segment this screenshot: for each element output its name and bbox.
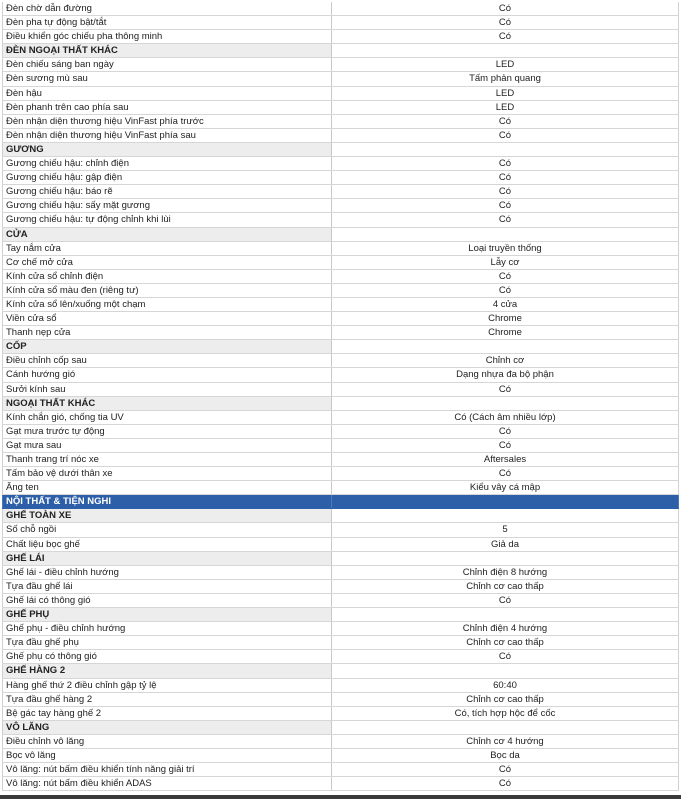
section-title: ĐÈN NGOẠI THẤT KHÁC — [2, 44, 332, 57]
section-header-row — [2, 397, 679, 411]
feature-value: Chỉnh cơ cao thấp — [332, 693, 679, 706]
feature-value — [332, 664, 679, 677]
feature-label: Tấm bảo vệ dưới thân xe — [2, 467, 332, 480]
table-row — [2, 622, 679, 636]
feature-value: Loại truyền thống — [332, 242, 679, 255]
feature-label: Điều chỉnh vô lăng — [2, 735, 332, 748]
feature-label: Bệ gác tay hàng ghế 2 — [2, 707, 332, 720]
feature-value: Có — [332, 30, 679, 43]
feature-value: Có — [332, 213, 679, 226]
table-row — [2, 467, 679, 481]
table-row — [2, 30, 679, 44]
feature-value — [332, 495, 679, 508]
feature-label: Vô lăng: nút bấm điều khiển ADAS — [2, 777, 332, 790]
table-row — [2, 763, 679, 777]
feature-value: Có — [332, 650, 679, 663]
feature-value: Có — [332, 467, 679, 480]
feature-value: Có — [332, 115, 679, 128]
section-header-row — [2, 664, 679, 678]
feature-value: Aftersales — [332, 453, 679, 466]
feature-value — [332, 509, 679, 522]
section-header-row — [2, 721, 679, 735]
section-title: CỐP — [2, 340, 332, 353]
feature-label: Tựa đầu ghế hàng 2 — [2, 693, 332, 706]
table-row — [2, 171, 679, 185]
feature-label: Sưởi kính sau — [2, 383, 332, 396]
feature-value: Chỉnh điện 8 hướng — [332, 566, 679, 579]
table-row — [2, 777, 679, 791]
feature-value: Chrome — [332, 312, 679, 325]
feature-value: Có — [332, 270, 679, 283]
feature-label: Ghế phụ có thông gió — [2, 650, 332, 663]
feature-value: LED — [332, 87, 679, 100]
table-row — [2, 749, 679, 763]
table-row — [2, 425, 679, 439]
section-header-row — [2, 228, 679, 242]
table-row — [2, 87, 679, 101]
feature-label: Viền cửa sổ — [2, 312, 332, 325]
table-row — [2, 101, 679, 115]
feature-label: Ghế phụ - điều chỉnh hướng — [2, 622, 332, 635]
spec-table — [2, 2, 679, 791]
feature-label: Kính chắn gió, chống tia UV — [2, 411, 332, 424]
table-row — [2, 411, 679, 425]
table-row — [2, 2, 679, 16]
feature-label: Đèn nhận diện thương hiệu VinFast phía sau — [2, 129, 332, 142]
feature-label: Bọc vô lăng — [2, 749, 332, 762]
feature-value: Có — [332, 763, 679, 776]
feature-label: Đèn chờ dẫn đường — [2, 2, 332, 15]
feature-value — [332, 608, 679, 621]
feature-label: Cánh hướng gió — [2, 368, 332, 381]
feature-value: LED — [332, 58, 679, 71]
feature-label: Đèn chiếu sáng ban ngày — [2, 58, 332, 71]
feature-value: 4 cửa — [332, 298, 679, 311]
table-row — [2, 16, 679, 30]
feature-value: Chỉnh điện 4 hướng — [332, 622, 679, 635]
table-row — [2, 129, 679, 143]
table-row — [2, 439, 679, 453]
section-title: GHẾ TOÀN XE — [2, 509, 332, 522]
section-header-row — [2, 143, 679, 157]
feature-value: Có — [332, 777, 679, 790]
table-row — [2, 256, 679, 270]
bottom-scroll-bar — [0, 795, 681, 799]
feature-value: Có — [332, 171, 679, 184]
feature-label: Đèn sương mù sau — [2, 72, 332, 85]
feature-value — [332, 44, 679, 57]
table-row — [2, 636, 679, 650]
table-row — [2, 298, 679, 312]
feature-label: Kính cửa sổ chỉnh điện — [2, 270, 332, 283]
table-row — [2, 58, 679, 72]
table-row — [2, 453, 679, 467]
feature-value — [332, 228, 679, 241]
feature-value: Có — [332, 425, 679, 438]
feature-label: Gương chiếu hậu: tự động chỉnh khi lùi — [2, 213, 332, 226]
feature-value: Bọc da — [332, 749, 679, 762]
section-header-row — [2, 44, 679, 58]
feature-value: Có — [332, 16, 679, 29]
feature-value: Chỉnh cơ cao thấp — [332, 636, 679, 649]
feature-value: 60:40 — [332, 679, 679, 692]
table-row — [2, 538, 679, 552]
table-row — [2, 566, 679, 580]
feature-value: Có — [332, 157, 679, 170]
feature-value — [332, 721, 679, 734]
feature-value: Chỉnh cơ — [332, 354, 679, 367]
section-title: NỘI THẤT & TIỆN NGHI — [2, 495, 332, 508]
feature-label: Tựa đầu ghế phụ — [2, 636, 332, 649]
feature-label: Tay nắm cửa — [2, 242, 332, 255]
category-band — [2, 495, 679, 509]
feature-label: Gương chiếu hậu: chỉnh điện — [2, 157, 332, 170]
feature-label: Tựa đầu ghế lái — [2, 580, 332, 593]
feature-label: Đèn phanh trên cao phía sau — [2, 101, 332, 114]
feature-value: LED — [332, 101, 679, 114]
feature-value: Tấm phản quang — [332, 72, 679, 85]
feature-value: Có — [332, 383, 679, 396]
feature-label: Số chỗ ngồi — [2, 523, 332, 536]
feature-value — [332, 340, 679, 353]
feature-value: Lẫy cơ — [332, 256, 679, 269]
feature-label: Ghế lái - điều chỉnh hướng — [2, 566, 332, 579]
table-row — [2, 270, 679, 284]
feature-value: Có, tích hợp hộc để cốc — [332, 707, 679, 720]
table-row — [2, 284, 679, 298]
feature-label: Vô lăng: nút bấm điều khiển tính năng giải trí — [2, 763, 332, 776]
feature-value: Chỉnh cơ 4 hướng — [332, 735, 679, 748]
table-row — [2, 383, 679, 397]
feature-label: Ăng ten — [2, 481, 332, 494]
feature-value — [332, 552, 679, 565]
section-header-row — [2, 608, 679, 622]
feature-value: Chỉnh cơ cao thấp — [332, 580, 679, 593]
feature-value: Có — [332, 284, 679, 297]
feature-label: Cơ chế mở cửa — [2, 256, 332, 269]
feature-label: Điều khiển góc chiếu pha thông minh — [2, 30, 332, 43]
feature-label: Thanh nẹp cửa — [2, 326, 332, 339]
table-row — [2, 679, 679, 693]
table-row — [2, 199, 679, 213]
section-title: GHẾ PHỤ — [2, 608, 332, 621]
feature-value: Giả da — [332, 538, 679, 551]
feature-label: Ghế lái có thông gió — [2, 594, 332, 607]
table-row — [2, 735, 679, 749]
section-title: VÔ LĂNG — [2, 721, 332, 734]
feature-label: Kính cửa sổ lên/xuống một chạm — [2, 298, 332, 311]
table-row — [2, 242, 679, 256]
section-header-row — [2, 552, 679, 566]
table-row — [2, 354, 679, 368]
table-row — [2, 594, 679, 608]
feature-label: Đèn hậu — [2, 87, 332, 100]
feature-label: Chất liệu bọc ghế — [2, 538, 332, 551]
table-row — [2, 523, 679, 537]
table-row — [2, 580, 679, 594]
table-row — [2, 481, 679, 495]
feature-label: Gạt mưa sau — [2, 439, 332, 452]
feature-label: Gương chiếu hậu: sấy mặt gương — [2, 199, 332, 212]
feature-label: Gương chiếu hậu: gập điện — [2, 171, 332, 184]
feature-label: Đèn pha tự động bật/tắt — [2, 16, 332, 29]
table-row — [2, 157, 679, 171]
table-row — [2, 312, 679, 326]
table-row — [2, 213, 679, 227]
feature-value: Có — [332, 185, 679, 198]
feature-value: 5 — [332, 523, 679, 536]
feature-value: Có — [332, 439, 679, 452]
table-row — [2, 707, 679, 721]
feature-value: Có — [332, 2, 679, 15]
section-header-row — [2, 340, 679, 354]
feature-value: Có (Cách âm nhiều lớp) — [332, 411, 679, 424]
table-row — [2, 326, 679, 340]
table-row — [2, 368, 679, 382]
table-row — [2, 185, 679, 199]
feature-label: Điều chỉnh cốp sau — [2, 354, 332, 367]
feature-value: Có — [332, 129, 679, 142]
feature-value: Có — [332, 594, 679, 607]
section-title: CỬA — [2, 228, 332, 241]
feature-label: Hàng ghế thứ 2 điều chỉnh gập tỷ lệ — [2, 679, 332, 692]
section-title: GHẾ HÀNG 2 — [2, 664, 332, 677]
feature-label: Gương chiếu hậu: báo rẽ — [2, 185, 332, 198]
table-row — [2, 693, 679, 707]
section-title: NGOẠI THẤT KHÁC — [2, 397, 332, 410]
section-title: GƯƠNG — [2, 143, 332, 156]
table-row — [2, 72, 679, 86]
section-header-row — [2, 509, 679, 523]
feature-label: Đèn nhận diện thương hiệu VinFast phía trước — [2, 115, 332, 128]
table-row — [2, 650, 679, 664]
feature-value — [332, 143, 679, 156]
feature-label: Thanh trang trí nóc xe — [2, 453, 332, 466]
feature-value: Dạng nhựa đa bộ phận — [332, 368, 679, 381]
feature-label: Gạt mưa trước tự động — [2, 425, 332, 438]
feature-value: Có — [332, 199, 679, 212]
table-row — [2, 115, 679, 129]
feature-value — [332, 397, 679, 410]
feature-value: Kiểu vây cá mập — [332, 481, 679, 494]
feature-value: Chrome — [332, 326, 679, 339]
feature-label: Kính cửa sổ màu đen (riêng tư) — [2, 284, 332, 297]
section-title: GHẾ LÁI — [2, 552, 332, 565]
